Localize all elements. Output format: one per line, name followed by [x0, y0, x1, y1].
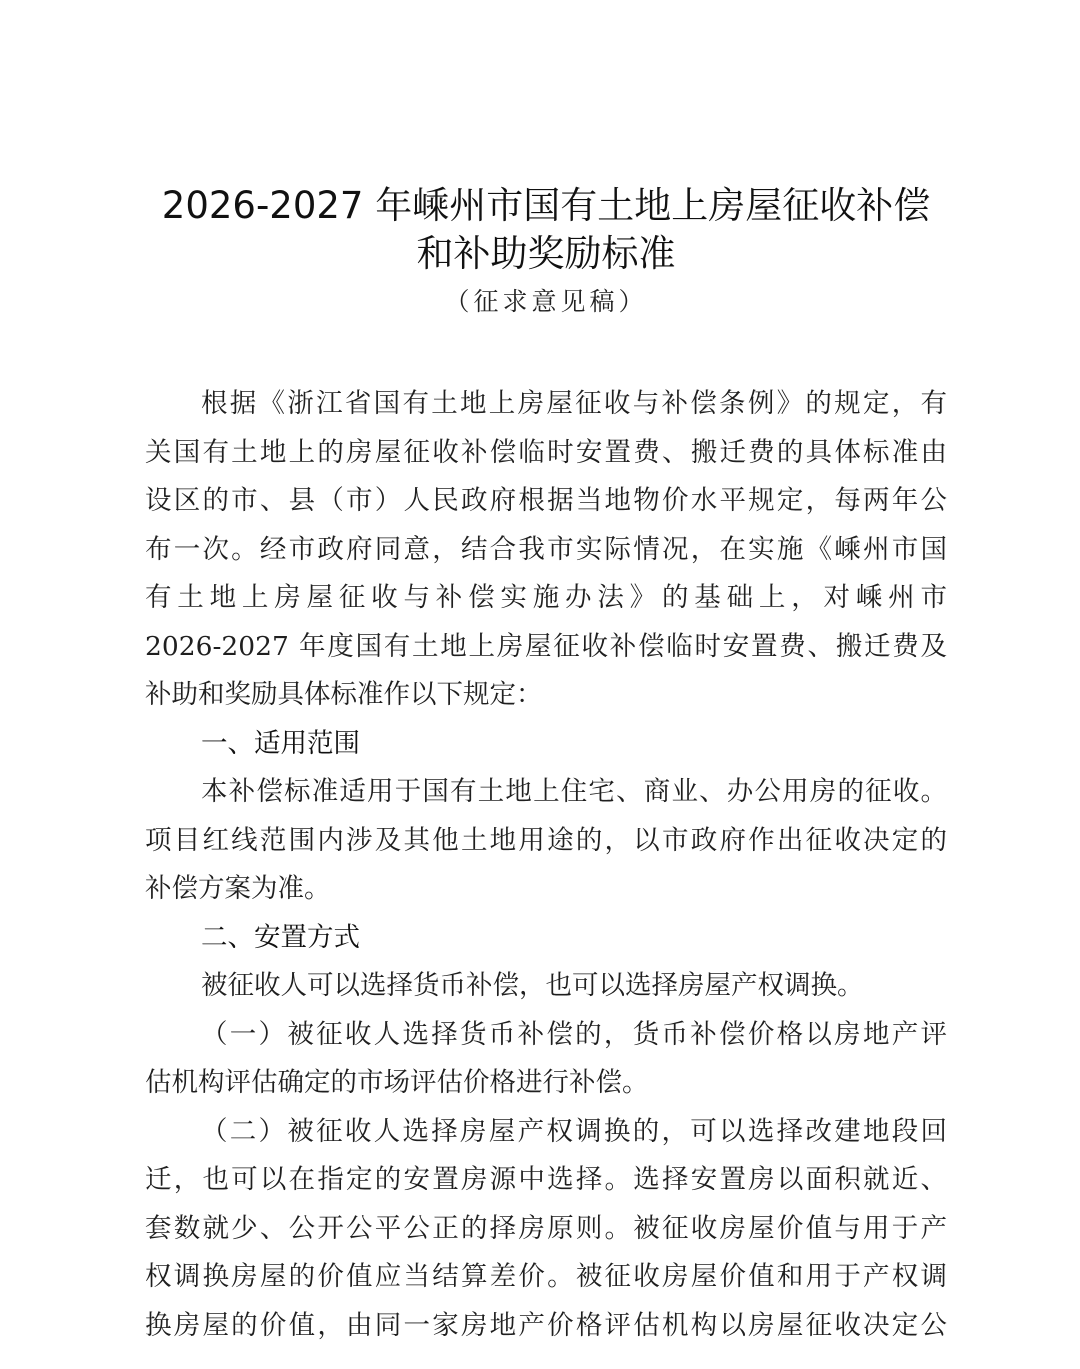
paragraph-line: 项目红线范围内涉及其他土地用途的，以市政府作出征收决定的	[145, 824, 947, 856]
paragraph-line: 迁，也可以在指定的安置房源中选择。选择安置房以面积就近、	[145, 1164, 947, 1195]
document-title-line-1: 2026-2027 年嵊州市国有土地上房屋征收补偿	[161, 184, 931, 227]
paragraph-line: 有土地上房屋征收与补偿实施办法》的基础上，对嵊州市	[145, 582, 947, 613]
document-body	[145, 380, 947, 1350]
document-title-line-2: 和补助奖励标准	[416, 232, 676, 275]
paragraph-line: 换房屋的价值，由同一家房地产价格评估机构以房屋征收决定公	[145, 1309, 947, 1341]
paragraph-line: 设区的市、县（市）人民政府根据当地物价水平规定，每两年公	[145, 485, 947, 516]
section-resettlement	[145, 914, 947, 1351]
paragraph-line: （一）被征收人选择货币补偿的，货币补偿价格以房地产评	[201, 1018, 947, 1050]
paragraph-line: （二）被征收人选择房屋产权调换的，可以选择改建地段回	[201, 1115, 947, 1147]
paragraph-line: 估机构评估确定的市场评估价格进行补偿。	[145, 1067, 649, 1098]
paragraph-line: 补偿方案为准。	[145, 873, 331, 904]
paragraph-line: 权调换房屋的价值应当结算差价。被征收房屋价值和用于产权调	[145, 1261, 947, 1292]
section-heading: 一、适用范围	[201, 727, 360, 759]
paragraph-line: 本补偿标准适用于国有土地上住宅、商业、办公用房的征收。	[201, 776, 947, 807]
section-heading: 二、安置方式	[201, 921, 360, 953]
paragraph-line: 2026-2027 年度国有土地上房屋征收补偿临时安置费、搬迁费及	[145, 630, 947, 662]
intro-paragraph	[145, 380, 947, 720]
paragraph-line: 补助和奖励具体标准作以下规定：	[145, 679, 543, 710]
section-scope	[145, 720, 947, 914]
paragraph-line: 套数就少、公开公平公正的择房原则。被征收房屋价值与用于产	[145, 1212, 947, 1244]
document-subtitle: （征求意见稿）	[444, 287, 648, 316]
paragraph-line: 根据《浙江省国有土地上房屋征收与补偿条例》的规定，有	[201, 388, 947, 419]
paragraph-line: 布一次。经市政府同意，结合我市实际情况，在实施《嵊州市国	[145, 533, 947, 565]
paragraph-line: 关国有土地上的房屋征收补偿临时安置费、搬迁费的具体标准由	[145, 436, 947, 468]
paragraph-line: 被征收人可以选择货币补偿，也可以选择房屋产权调换。	[201, 970, 864, 1001]
